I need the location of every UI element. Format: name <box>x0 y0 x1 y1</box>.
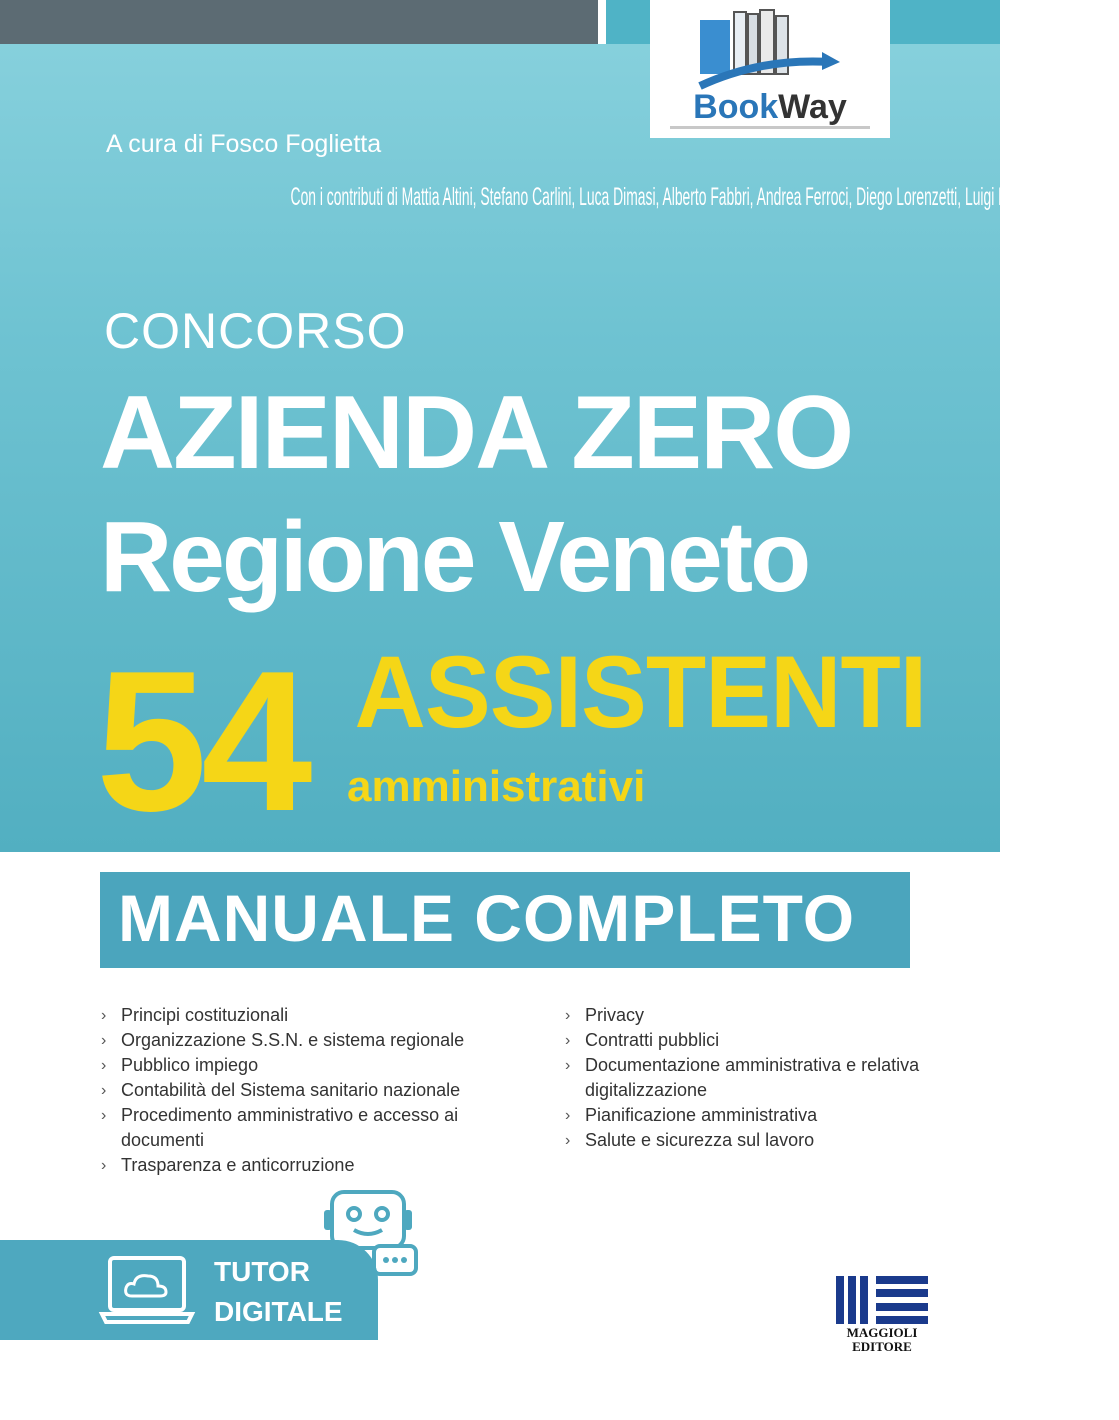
tutor-digitale-badge <box>0 1240 378 1340</box>
list-item: › Trasparenza e anticorruzione <box>101 1153 541 1178</box>
manuale-banner <box>100 872 910 968</box>
title-amministrativi: amministrativi <box>347 762 646 811</box>
list-item: › Pianificazione amministrativa <box>565 1103 925 1128</box>
bookway-books-icon <box>700 8 840 92</box>
list-item: › Privacy <box>565 1003 925 1028</box>
title-number: 54 <box>96 630 307 853</box>
title-azienda-zero: AZIENDA ZERO <box>100 375 853 491</box>
contributors-line: Con i contributi di Mattia Altini, Stefano Carlini, Luca Dimasi, Alberto Fabbri, Andrea Ferroci, Diego Lorenzetti, Luigi Martelli, Elena Prati <box>290 183 1119 211</box>
logo-tagline-bar <box>670 126 870 129</box>
list-item: › Contabilità del Sistema sanitario nazionale <box>101 1078 541 1103</box>
list-item: › Pubblico impiego <box>101 1053 541 1078</box>
curator-line: A cura di Fosco Foglietta <box>106 130 382 158</box>
bookway-wordmark: BookWay <box>693 88 847 126</box>
title-regione-veneto: Regione Veneto <box>100 501 809 613</box>
maggioli-mark-icon <box>836 1276 928 1324</box>
laptop-cloud-icon <box>100 1254 194 1326</box>
list-item: › Documentazione amministrativa e relativa digitalizzazione <box>565 1053 925 1103</box>
topics-left-list <box>101 1003 541 1178</box>
top-bar-gap <box>598 0 606 44</box>
tutor-label: TUTOR DIGITALE <box>214 1256 343 1327</box>
maggioli-logo <box>836 1276 928 1354</box>
topics-right-list <box>565 1003 925 1153</box>
title-assistenti: ASSISTENTI <box>354 635 927 749</box>
maggioli-wordmark: MAGGIOLI EDITORE <box>846 1325 918 1354</box>
concorso-label: CONCORSO <box>104 303 407 359</box>
list-item: › Principi costituzionali <box>101 1003 541 1028</box>
top-bar-dark <box>0 0 598 44</box>
bookway-logo <box>650 0 890 138</box>
list-item: › Procedimento amministrativo e accesso ai documenti <box>101 1103 541 1153</box>
manuale-banner-text: MANUALE COMPLETO <box>118 881 856 955</box>
list-item: › Contratti pubblici <box>565 1028 925 1053</box>
list-item: › Salute e sicurezza sul lavoro <box>565 1128 925 1153</box>
list-item: › Organizzazione S.S.N. e sistema regionale <box>101 1028 541 1053</box>
